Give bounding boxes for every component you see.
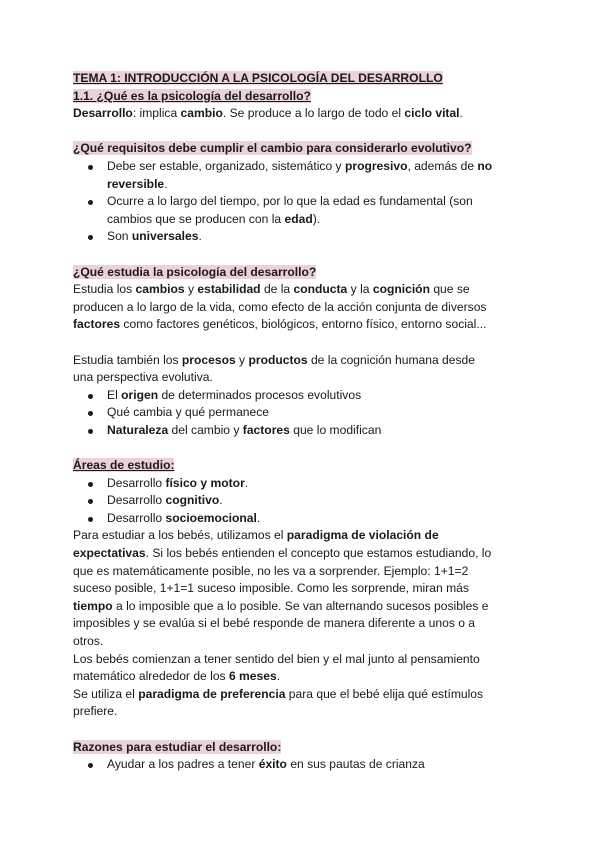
text: . xyxy=(276,669,281,684)
paragraph-line xyxy=(73,598,533,616)
text: cambios que se producen con la xyxy=(107,211,285,226)
text: . Si los bebés entienden el concepto que estamos estudiando, lo xyxy=(145,546,492,561)
bullet-icon xyxy=(88,200,93,205)
document-body xyxy=(73,70,533,774)
text: : implica xyxy=(132,106,181,121)
section-1-heading-text: 1.1. ¿Qué es la psicología del desarrollo? xyxy=(73,88,311,103)
paragraph-line xyxy=(73,281,533,299)
term-cambios: cambios xyxy=(135,282,185,297)
paragraph-line xyxy=(73,316,533,334)
text: de la cognición humana desde xyxy=(307,352,476,367)
section-4-heading-text: Áreas de estudio: xyxy=(73,458,175,473)
term-edad: edad xyxy=(284,211,313,226)
bullet-icon xyxy=(88,763,93,768)
text: de determinados procesos evolutivos xyxy=(158,387,362,402)
term-no: no xyxy=(477,158,493,173)
section-3-heading xyxy=(73,264,533,282)
term-origen: origen xyxy=(121,387,159,402)
term-productos: productos xyxy=(248,352,308,367)
term-universales: universales xyxy=(131,229,199,244)
text: Son xyxy=(107,229,132,244)
bullet-icon xyxy=(88,235,93,240)
paragraph-line: que es matemáticamente posible, no les va a sorprender. Ejemplo: 1+1=2 xyxy=(73,563,469,578)
term-factores: factores xyxy=(73,317,121,332)
section-2-heading-text: ¿Qué requisitos debe cumplir el cambio para considerarlo evolutivo? xyxy=(73,141,472,156)
text: y la xyxy=(347,282,373,297)
text: como factores genéticos, biológicos, entorno físico, entorno social... xyxy=(120,317,487,332)
section-5-heading-text: Razones para estudiar el desarrollo: xyxy=(73,739,282,754)
list-item xyxy=(73,158,533,193)
text: que se xyxy=(429,282,470,297)
text: que lo modifican xyxy=(289,422,382,437)
document-title xyxy=(73,70,533,88)
paragraph-line xyxy=(73,545,533,563)
bullet-icon xyxy=(88,411,93,416)
text: a lo imposible que a lo posible. Se van alternando sucesos posibles e xyxy=(112,598,489,613)
text: . xyxy=(459,106,463,121)
term-conducta: conducta xyxy=(293,282,348,297)
term-naturaleza: Naturaleza xyxy=(107,422,169,437)
term-cognitivo: cognitivo xyxy=(165,493,220,508)
reasons-list xyxy=(73,756,533,774)
paragraph-line: imposibles y se evalúa si el bebé responde de manera diferente a unos o a xyxy=(73,616,476,631)
paragraph-line: otros. xyxy=(73,634,104,648)
list-item xyxy=(73,510,533,528)
term-fisico-motor: físico y motor xyxy=(165,475,245,490)
term-cognicion: cognición xyxy=(372,282,430,297)
paragraph-line xyxy=(73,352,533,370)
text: de la xyxy=(260,282,294,297)
term-reversible: reversible xyxy=(107,176,165,191)
text: Para estudiar a los bebés, utilizamos el xyxy=(73,528,287,543)
bullet-icon xyxy=(88,517,93,522)
term-paradigma-violacion: paradigma de violación de xyxy=(286,528,439,543)
list-item xyxy=(73,756,533,774)
text: Desarrollo xyxy=(107,475,166,490)
areas-list xyxy=(73,475,533,528)
paragraph-line: producen a lo largo de la vida, como efecto de la acción conjunta de diversos xyxy=(73,299,487,314)
term-exito: éxito xyxy=(258,757,287,772)
text: Qué cambia y qué permanece xyxy=(107,405,270,420)
term-paradigma-preferencia: paradigma de preferencia xyxy=(138,686,286,701)
text: . xyxy=(244,475,249,490)
requirements-list xyxy=(73,158,533,246)
section-5-heading xyxy=(73,739,533,757)
text: Estudia también los xyxy=(73,352,182,367)
bullet-icon xyxy=(88,499,93,504)
text: El xyxy=(107,387,122,402)
text: Desarrollo xyxy=(107,493,166,508)
text: , además de xyxy=(407,158,478,173)
term-desarrollo: Desarrollo xyxy=(73,106,133,121)
study-list xyxy=(73,387,533,440)
term-expectativas: expectativas xyxy=(73,546,146,561)
bullet-icon xyxy=(88,165,93,170)
section-3-heading-text: ¿Qué estudia la psicología del desarrollo? xyxy=(73,264,317,279)
text: en sus pautas de crianza xyxy=(286,757,425,772)
bullet-icon xyxy=(88,429,93,434)
list-item xyxy=(73,404,533,422)
list-item xyxy=(73,492,533,510)
text: . xyxy=(256,510,261,525)
text: Ayudar a los padres a tener xyxy=(107,757,259,772)
text: Ocurre a lo largo del tiempo, por lo que la edad es fundamental (son xyxy=(107,194,473,209)
text: Debe ser estable, organizado, sistemático y xyxy=(107,158,345,173)
section-1-heading xyxy=(73,88,533,106)
text: del cambio y xyxy=(168,422,243,437)
term-factores: factores xyxy=(242,422,290,437)
text: Desarrollo xyxy=(107,510,166,525)
paragraph-line: prefiere. xyxy=(73,704,118,719)
paragraph-line: Los bebés comienzan a tener sentido del bien y el mal junto al pensamiento xyxy=(73,651,480,666)
text: Se utiliza el xyxy=(73,686,139,701)
list-item xyxy=(73,422,533,440)
desarrollo-definition xyxy=(73,105,533,123)
term-tiempo: tiempo xyxy=(73,598,113,613)
bullet-icon xyxy=(88,482,93,487)
text: Estudia los xyxy=(73,282,136,297)
term-procesos: procesos xyxy=(181,352,236,367)
term-6-meses: 6 meses xyxy=(228,669,277,684)
text: ). xyxy=(312,211,321,226)
list-item xyxy=(73,387,533,405)
paragraph-line xyxy=(73,686,533,704)
term-estabilidad: estabilidad xyxy=(197,282,261,297)
term-ciclo-vital: ciclo vital xyxy=(404,106,460,121)
section-2-heading xyxy=(73,140,533,158)
text: y xyxy=(184,282,198,297)
term-progresivo: progresivo xyxy=(344,158,408,173)
paragraph-line: suceso posible, 1+1=1 suceso imposible. Como les sorprende, miran más xyxy=(73,581,469,596)
list-item xyxy=(73,193,533,228)
list-item xyxy=(73,475,533,493)
paragraph-line xyxy=(73,527,533,545)
text: para que el bebé elija qué estímulos xyxy=(285,686,484,701)
text: . xyxy=(219,493,223,508)
text: . xyxy=(198,229,202,244)
text: . xyxy=(164,176,168,191)
term-socioemocional: socioemocional xyxy=(165,510,257,525)
section-4-heading xyxy=(73,457,533,475)
term-cambio: cambio xyxy=(180,106,223,121)
text: matemático alrededor de los xyxy=(73,669,229,684)
text: . Se produce a lo largo de todo el xyxy=(222,106,405,121)
text: y xyxy=(235,352,249,367)
list-item xyxy=(73,228,533,246)
bullet-icon xyxy=(88,394,93,399)
paragraph-line xyxy=(73,668,533,686)
paragraph-line: una perspectiva evolutiva. xyxy=(73,370,213,385)
title-text: TEMA 1: INTRODUCCIÓN A LA PSICOLOGÍA DEL DESARROLLO xyxy=(73,71,443,85)
